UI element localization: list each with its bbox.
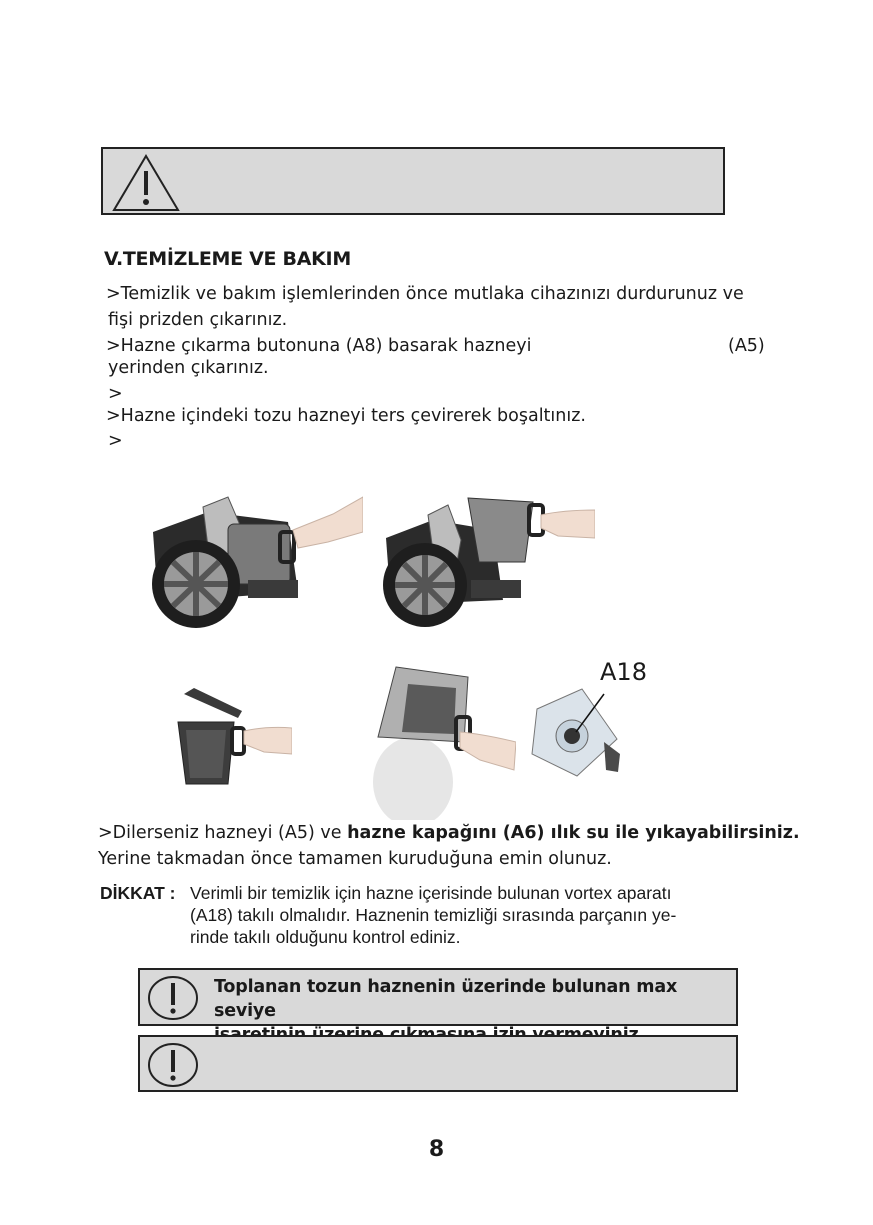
a18-label: A18 <box>600 658 647 686</box>
dikkat-line-3: rinde takılı olduğunu kontrol ediniz. <box>190 927 461 947</box>
page-number: 8 <box>428 1137 445 1162</box>
canister-lifted-figure <box>383 490 595 632</box>
instruction-line-2: fişi prizden çıkarınız. <box>108 310 288 330</box>
instruction-line-5: > <box>108 384 123 404</box>
instruction-line-4: yerinden çıkarınız. <box>108 358 269 378</box>
wash-line-1-bold: hazne kapağını (A6) ılık su ile yıkayabilirsiniz. <box>347 823 800 843</box>
dikkat-line-2: (A18) takılı olmalıdır. Haznenin temizliği sırasında parçanın ye- <box>190 905 677 925</box>
warning-triangle-icon <box>111 153 181 213</box>
note-box-empty <box>138 1035 738 1092</box>
wash-line-1-text: >Dilerseniz hazneyi (A5) ve <box>98 823 348 843</box>
exclamation-circle-icon <box>146 975 200 1021</box>
wash-line-2: Yerine takmadan önce tamamen kuruduğuna emin olunuz. <box>98 849 612 869</box>
dikkat-line-1: Verimli bir temizlik için hazne içerisinde bulunan vortex aparatı <box>190 883 672 903</box>
section-title: V.TEMİZLEME VE BAKIM <box>104 248 351 270</box>
instruction-line-6: >Hazne içindeki tozu hazneyi ters çevirerek boşaltınız. <box>106 406 586 426</box>
vortex-part-a18-figure <box>522 684 632 784</box>
instruction-line-7: > <box>108 431 123 451</box>
canister-lid-open-figure <box>172 686 292 786</box>
instruction-line-1: >Temizlik ve bakım işlemlerinden önce mutlaka cihazınızı durdurunuz ve <box>106 284 744 304</box>
warning-box <box>101 147 725 215</box>
emptying-dust-figure <box>368 662 516 820</box>
note-line-1: Toplanan tozun haznenin üzerinde bulunan max seviye <box>214 977 678 1021</box>
dikkat-label: DİKKAT : <box>100 883 176 903</box>
wash-line-1 <box>98 822 800 844</box>
instruction-ref-a5: (A5) <box>728 336 765 356</box>
exclamation-circle-icon <box>146 1042 200 1088</box>
note-box-dust-level <box>138 968 738 1026</box>
vacuum-remove-canister-figure <box>148 492 363 634</box>
instruction-line-3: >Hazne çıkarma butonuna (A8) basarak hazneyi <box>106 336 532 356</box>
